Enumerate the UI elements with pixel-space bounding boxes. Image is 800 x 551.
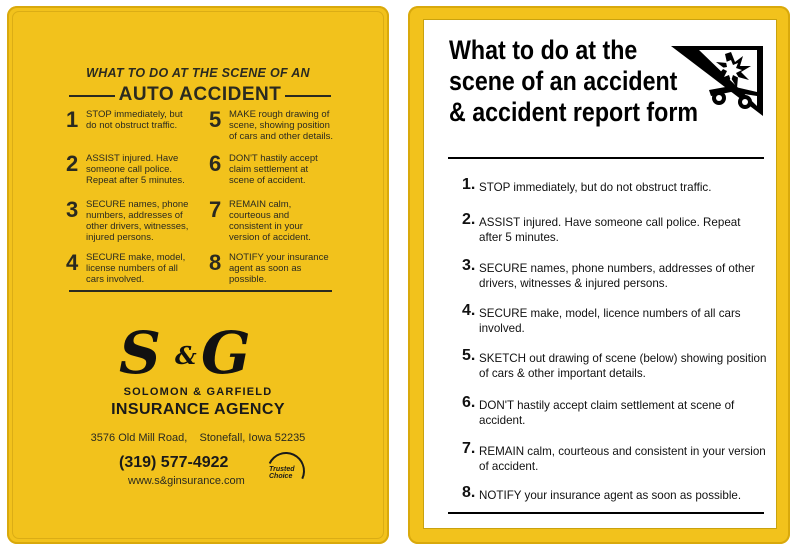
title-line: & accident report form [449, 97, 699, 127]
step-text: NOTIFY your insurance agent as soon as possible. [229, 252, 329, 285]
left-divider [69, 290, 332, 292]
step-number: 2. [462, 211, 476, 228]
step-number: 2 [66, 151, 79, 176]
step-text: STOP immediately, but do not obstruct traffic. [479, 181, 712, 194]
left-card-front [7, 6, 389, 544]
step-text: NOTIFY your insurance agent as soon as possible. [479, 489, 742, 502]
step-number: 1 [66, 107, 79, 132]
report-panel [423, 19, 777, 529]
step-text: ASSIST injured. Have someone call police. Repeat after 5 minutes. [86, 153, 185, 186]
logo-ampersand: & [175, 341, 197, 370]
left-heading-line1: WHAT TO DO AT THE SCENE OF AN [86, 66, 310, 80]
step-number: 8 [209, 250, 222, 275]
report-bottom-rule [448, 512, 764, 514]
step-text: REMAIN calm, courteous and consistent in your version of accident. [479, 445, 766, 473]
step-number: 3. [462, 257, 476, 274]
company-address: 3576 Old Mill Road, Stonefall, Iowa 52235 [90, 432, 306, 444]
badge-line2: Choice [269, 473, 293, 480]
title-line: scene of an accident [449, 66, 678, 96]
step-text: SECURE make, model, license numbers of all cars involved. [86, 252, 186, 285]
company-phone: (319) 577-4922 [119, 454, 229, 471]
heading-rule-right [285, 95, 331, 97]
car-crash-icon [671, 46, 763, 116]
badge-line1: Trusted [269, 466, 295, 473]
step-number: 5 [209, 107, 222, 132]
step-text: REMAIN calm, courteous and consistent in your version of accident. [229, 199, 311, 243]
logo-letter-g: G [201, 319, 251, 387]
step-number: 8. [462, 484, 476, 501]
left-heading-line2: AUTO ACCIDENT [118, 84, 282, 105]
left-heading-row [69, 84, 331, 104]
title-line: What to do at the [449, 35, 638, 65]
right-card-back [408, 6, 790, 544]
step-text: STOP immediately, but do not obstruct traffic. [86, 109, 183, 131]
step-number: 4 [66, 250, 79, 275]
report-top-rule [448, 157, 764, 159]
step-text: MAKE rough drawing of scene, showing position of cars and other details. [229, 109, 334, 142]
sg-logo [119, 319, 299, 387]
step-number: 3 [66, 197, 79, 222]
trusted-choice-badge [265, 452, 305, 488]
step-number: 6. [462, 394, 476, 411]
step-text: SECURE names, phone numbers, addresses of other drivers, witnesses & injured persons. [479, 262, 755, 290]
company-website: www.s&ginsurance.com [128, 475, 245, 487]
logo-letter-s: S [119, 319, 161, 387]
step-text: SECURE make, model, licence numbers of all cars involved. [479, 307, 741, 335]
report-title [449, 35, 699, 128]
step-number: 7. [462, 440, 476, 457]
step-text: DON'T hastily accept claim settlement at scene of accident. [229, 153, 318, 186]
agency-name: INSURANCE AGENCY [111, 401, 285, 418]
step-text: DON'T hastily accept claim settlement at scene of accident. [479, 399, 735, 427]
step-text: ASSIST injured. Have someone call police. Repeat after 5 minutes. [479, 216, 741, 244]
step-number: 1. [462, 176, 476, 193]
step-number: 7 [209, 197, 222, 222]
step-number: 5. [462, 347, 476, 364]
step-text: SECURE names, phone numbers, addresses of other drivers, witnesses, injured persons. [86, 199, 189, 243]
step-text: SKETCH out drawing of scene (below) showing position of cars & other important details. [479, 352, 767, 380]
step-number: 4. [462, 302, 476, 319]
company-name: SOLOMON & GARFIELD [123, 386, 273, 398]
badge-text [269, 466, 295, 480]
step-number: 6 [209, 151, 222, 176]
